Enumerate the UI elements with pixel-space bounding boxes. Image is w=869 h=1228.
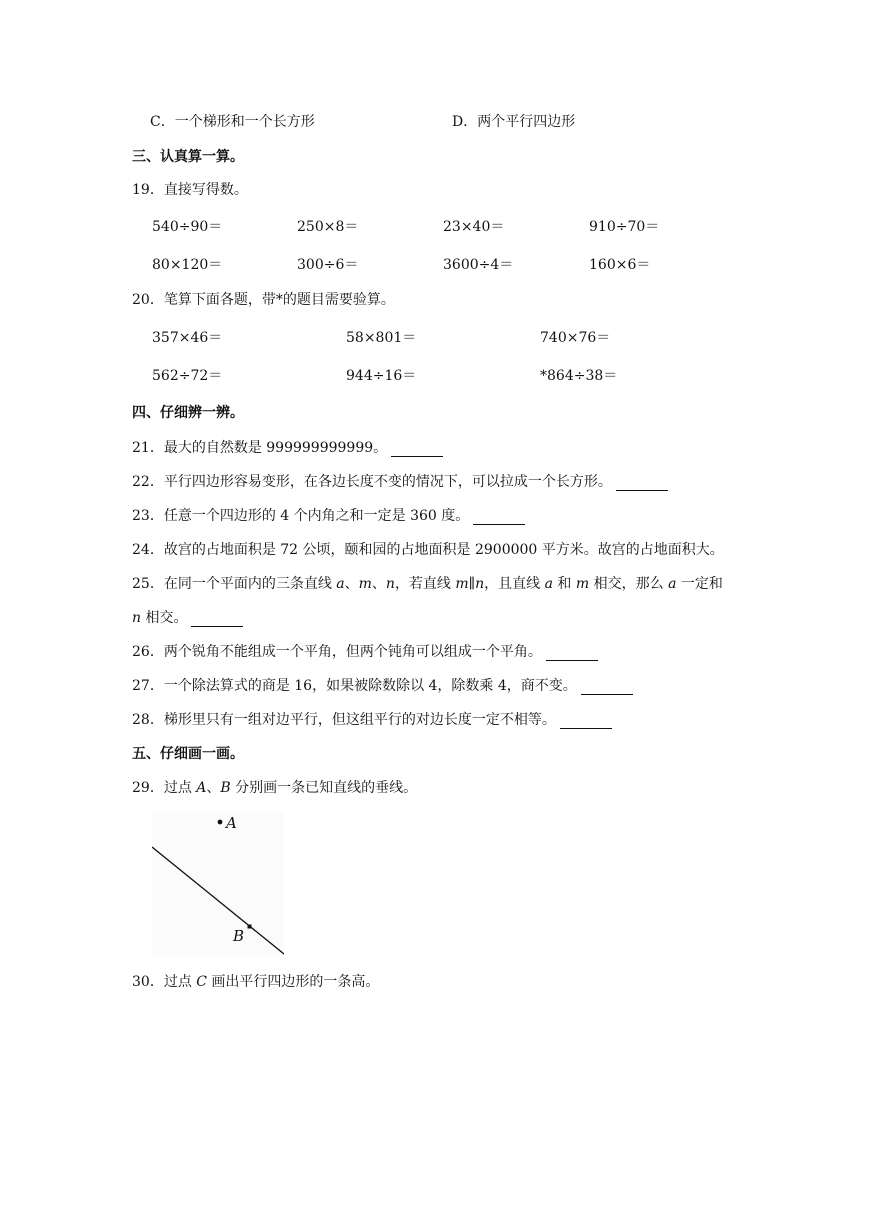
answer-blank[interactable] (581, 680, 633, 695)
given-line (152, 847, 284, 954)
q21 (132, 439, 443, 457)
q23-text: 23．任意一个四边形的 4 个内角之和一定是 360 度。 (132, 508, 470, 524)
q29-var: B (220, 780, 231, 796)
q19-item: 80×120＝ (152, 257, 223, 273)
q19-item: 910÷70＝ (589, 219, 660, 235)
q25-part: 和 (552, 576, 576, 592)
q20-item: 58×801＝ (346, 330, 417, 346)
q23 (132, 507, 525, 525)
q25-part: 25．在同一个平面内的三条直线 (132, 576, 337, 592)
label-a: A (226, 814, 237, 832)
q25-part: ，且直线 (484, 576, 545, 592)
answer-blank[interactable] (546, 646, 598, 661)
section5-heading: 五、仔细画一画。 (132, 746, 244, 762)
answer-blank[interactable] (191, 612, 243, 627)
q25-var: a (544, 576, 553, 592)
q19-item: 3600÷4＝ (443, 257, 514, 273)
q29 (132, 779, 417, 797)
q25-var: a (668, 576, 677, 592)
q22 (132, 473, 668, 491)
q28 (132, 711, 612, 729)
q29-var: A (196, 780, 207, 796)
option-c: C．一个梯形和一个长方形 (150, 114, 315, 130)
q19-item: 540÷90＝ (152, 219, 223, 235)
q25-line2 (132, 609, 243, 627)
answer-blank[interactable] (560, 714, 612, 729)
q29-part: 、 (206, 780, 221, 796)
q25-var: n (132, 610, 142, 626)
q19-item: 160×6＝ (589, 257, 651, 273)
q30-part: 30．过点 (132, 974, 197, 990)
q25-var: n (385, 576, 395, 592)
answer-blank[interactable] (391, 442, 443, 457)
q26-text: 26．两个锐角不能组成一个平角，但两个钝角可以组成一个平角。 (132, 644, 542, 660)
section4-heading: 四、仔细辨一辨。 (132, 405, 244, 421)
q30-var: C (196, 974, 207, 990)
q25-part: 相交。 (141, 610, 188, 626)
q29-part: 29．过点 (132, 780, 197, 796)
q19-stem: 19．直接写得数。 (132, 182, 248, 198)
q25-part: 相交，那么 (589, 576, 669, 592)
q25-part: ，若直线 (394, 576, 456, 592)
q25-var: m (575, 576, 590, 592)
q24-text: 24．故宫的占地面积是 72 公顷，颐和园的占地面积是 2900000 平方米。故宫的占地面积大。 (132, 542, 724, 558)
q26 (132, 643, 598, 661)
q22-text: 22．平行四边形容易变形，在各边长度不变的情况下，可以拉成一个长方形。 (132, 474, 612, 490)
option-d: D．两个平行四边形 (452, 114, 576, 130)
q25-part: 一定和 (676, 576, 723, 592)
q25-part: 、 (344, 576, 359, 592)
q28-text: 28．梯形里只有一组对边平行，但这组平行的对边长度一定不相等。 (132, 712, 556, 728)
point-a (218, 820, 223, 825)
q19-item: 300÷6＝ (297, 257, 359, 273)
q20-stem: 20．笔算下面各题，带*的题目需要验算。 (132, 292, 395, 308)
section3-heading: 三、认真算一算。 (132, 149, 244, 165)
q25-var: m∥n (455, 576, 485, 592)
perpendicular-figure[interactable] (152, 813, 284, 956)
q25-line1 (132, 575, 723, 593)
answer-blank[interactable] (616, 476, 668, 491)
point-b (248, 925, 252, 929)
q20-item: 944÷16＝ (346, 368, 417, 384)
q25-var: a (336, 576, 345, 592)
q20-item: *864÷38＝ (540, 368, 618, 384)
q20-item: 562÷72＝ (152, 368, 223, 384)
q27 (132, 677, 633, 695)
label-b: B (233, 927, 245, 945)
q24 (132, 541, 724, 559)
q25-var: m (358, 576, 372, 592)
q30-part: 画出平行四边形的一条高。 (206, 974, 380, 990)
q25-part: 、 (371, 576, 386, 592)
answer-blank[interactable] (473, 510, 525, 525)
q27-text: 27．一个除法算式的商是 16，如果被除数除以 4，除数乘 4，商不变。 (132, 678, 577, 694)
q19-item: 23×40＝ (443, 219, 505, 235)
q30 (132, 973, 379, 991)
q21-text: 21．最大的自然数是 999999999999。 (132, 440, 388, 456)
q20-item: 740×76＝ (540, 330, 611, 346)
perpendicular-figure-svg (152, 813, 284, 956)
q20-item: 357×46＝ (152, 330, 223, 346)
q19-item: 250×8＝ (297, 219, 359, 235)
q29-part: 分别画一条已知直线的垂线。 (230, 780, 418, 796)
